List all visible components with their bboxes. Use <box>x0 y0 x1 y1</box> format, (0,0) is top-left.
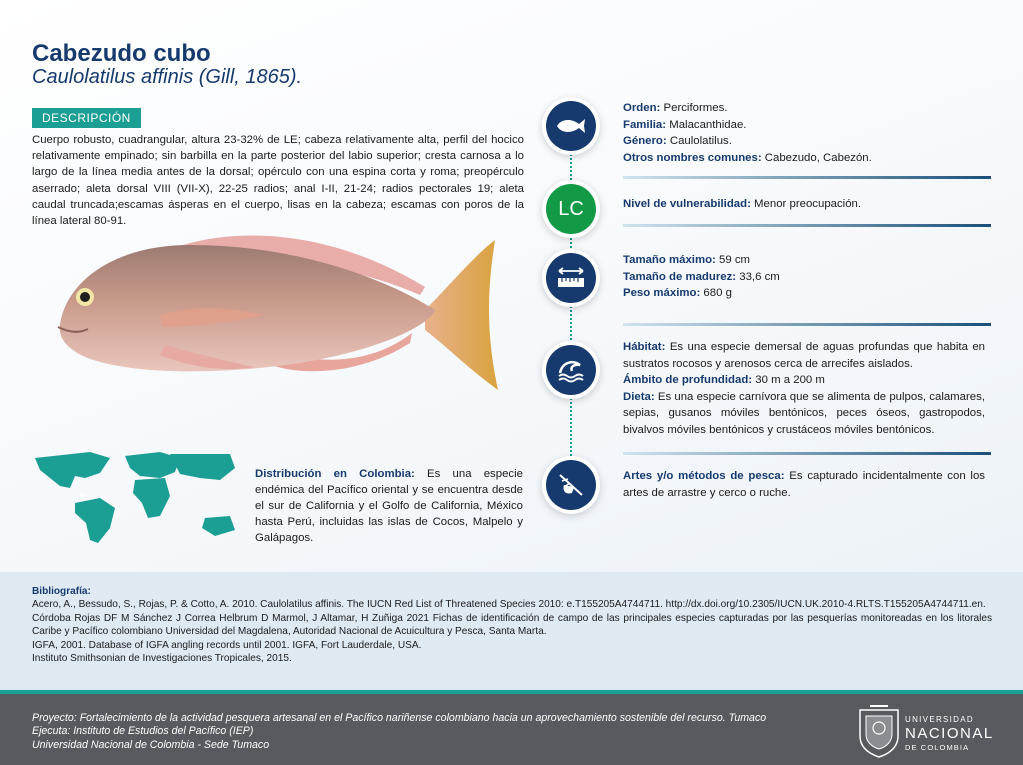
common-name: Cabezudo cubo <box>32 40 211 67</box>
distribution-map <box>30 448 240 548</box>
reference: Córdoba Rojas DF M Sánchez J Correa Helbrum D Marmol, J Altamar, H Zuñiga 2021 Fichas de identificación de campo de las principales especies capturadas por las pesquerías monitoreadas en los litorales Caribe y Pacífico colombiano Universidad del Magdalena, Autoridad Nacional de Acuicultura y Pesca, Santa Marta. <box>32 612 992 638</box>
lc-badge: LC <box>546 184 596 234</box>
bibliography <box>32 585 992 665</box>
reference: Acero, A., Bessudo, S., Rojas, P. & Cotto, A. 2010. Caulolatilus affinis. The IUCN Red List of Threatened Species 2010: e.T155205A4744711. http://dx.doi.org/10.2305/IUCN.UK.2010-4.RLTS.T155205A4744711.en. <box>32 599 986 611</box>
university-seal-icon <box>856 702 902 758</box>
description-tag: DESCRIPCIÓN <box>32 108 141 128</box>
fishing-hook-icon <box>546 460 596 510</box>
bibliography-heading: Bibliografía: <box>32 586 91 597</box>
university-line: Universidad Nacional de Colombia - Sede Tumaco <box>32 738 270 751</box>
vulnerability-block: Nivel de vulnerabilidad: Menor preocupación. <box>623 198 862 210</box>
habitat-block: Hábitat: Es una especie demersal de aguas profundas que habita en sustratos rocosos y arenosos cerca de arrecifes aislados. Ámbito de profundidad: 30 m a 200 m Dieta: Es una especie carnívora que se alimenta de pulpos, calamares, sepias, gusanos móviles bentónicos, peces óseos, gastropodos, bivalvos móviles bentónicos y crustáceos móviles bentónicos. <box>623 341 985 436</box>
separator <box>623 323 991 326</box>
project-line: Proyecto: Fortalecimiento de la actividad pesquera artesanal en el Pacífico nariñense colombiano hacia un aprovechamiento sostenible del recurso. Tumaco <box>32 712 767 724</box>
distribution-text: Distribución en Colombia: Es una especie endémica del Pacífico oriental y se encuentra desde el sur de California y el Golfo de California, México hasta Perú, incluidas las islas de Cocos, Malpelo y Galápagos. <box>255 468 523 544</box>
footer-credits <box>32 712 766 752</box>
separator <box>623 224 991 227</box>
fish-illustration <box>40 215 510 415</box>
executor-line: Ejecuta: Instituto de Estudios del Pacífico (IEP) <box>32 725 254 738</box>
fishing-block: Artes y/o métodos de pesca: Es capturado incidentalmente con los artes de arrastre y cerco o ruche. <box>623 470 985 499</box>
fish-icon <box>546 101 596 151</box>
taxonomy-block: Orden: Perciformes. Familia: Malacanthidae. Género: Caulolatilus. Otros nombres comunes: Cabezudo, Cabezón. <box>623 102 872 164</box>
reference: Instituto Smithsonian de Investigaciones Tropicales, 2015. <box>32 653 292 665</box>
description-text: Cuerpo robusto, cuadrangular, altura 23-32% de LE; cabeza relativamente alta, perfil del hocico relativamente empinado; sin barbilla en la parte posterior del labio superior; cresta carnosa a lo largo de la línea media antes de la dorsal; opérculo con una espina corta y roma; preopérculo aserrado; aleta dorsal VIII (VII-X), 22-25 radios; anal I-II, 21-24; radios pectorales 19; aleta caudal truncada;escamas ásperas en el cuerpo, lisas en la cabeza; escamas con poros de la línea lateral 80-91. <box>32 134 524 228</box>
separator <box>623 176 991 179</box>
separator <box>623 452 991 455</box>
reference: IGFA, 2001. Database of IGFA angling records until 2001. IGFA, Fort Lauderdale, USA. <box>32 639 422 651</box>
size-block: Tamaño máximo: 59 cm Tamaño de madurez: 33,6 cm Peso máximo: 680 g <box>623 254 780 299</box>
scientific-name: Caulolatilus affinis (Gill, 1865). <box>32 66 303 88</box>
ruler-icon <box>546 253 596 303</box>
wave-icon <box>546 345 596 395</box>
university-wordmark: UNIVERSIDAD NACIONAL DE COLOMBIA <box>905 715 994 752</box>
